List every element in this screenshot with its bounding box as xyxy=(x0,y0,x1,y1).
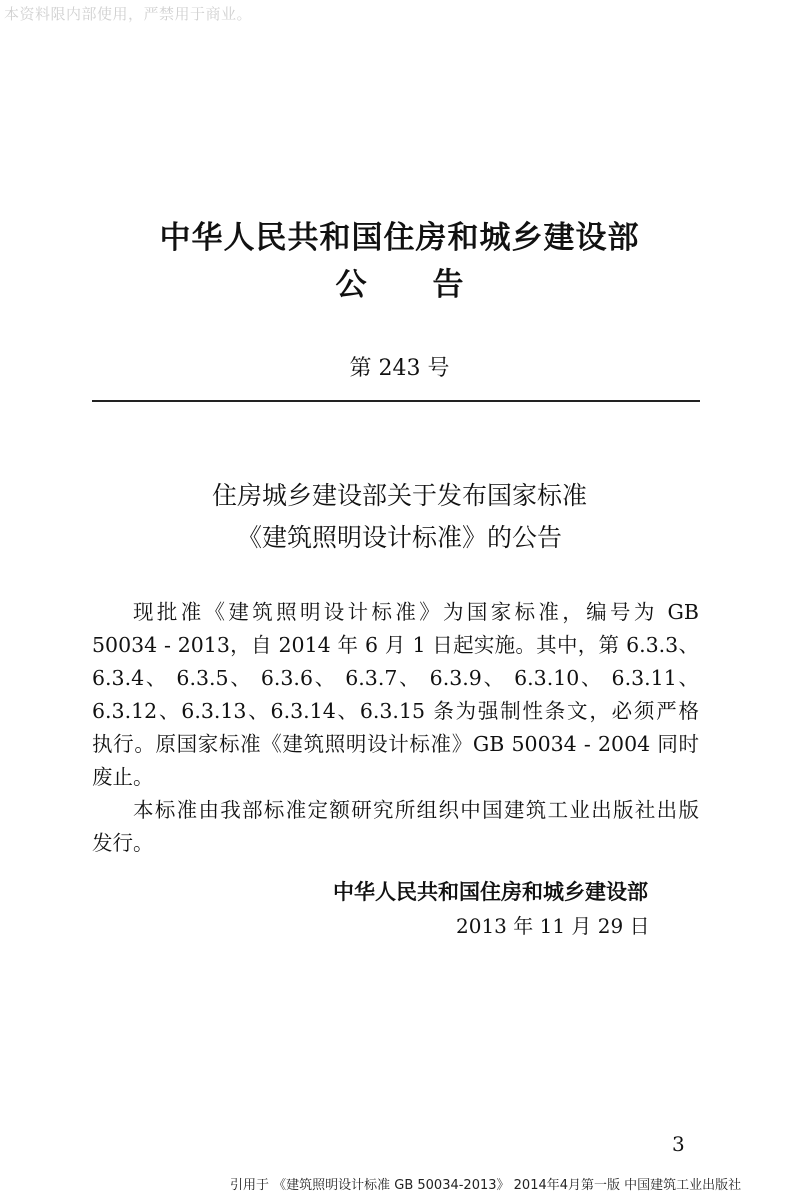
document-title-line-1: 住房城乡建设部关于发布国家标准 xyxy=(211,481,587,510)
body-line: 现批准《建筑照明设计标准》为国家标准，编号为 GB xyxy=(133,600,699,624)
document-title-line-2: 《建筑照明设计标准》的公告 xyxy=(236,523,562,552)
issuer-title: 中华人民共和国住房和城乡建设部 xyxy=(159,220,640,256)
notice-label: 公告 xyxy=(335,267,530,303)
body-line: 50034 - 2013，自 2014 年 6 月 1 日起实施。其中，第 6.3.3、 xyxy=(92,633,699,657)
page-number: 3 xyxy=(672,1132,685,1156)
body-line: 发行。 xyxy=(92,831,154,855)
body-line: 6.3.4、 6.3.5、 6.3.6、 6.3.7、 6.3.9、 6.3.10、 6.3.11、 xyxy=(92,666,699,690)
watermark-text: 本资料限内部使用，严禁用于商业。 xyxy=(4,5,253,23)
signature-date: 2013 年 11 月 29 日 xyxy=(456,914,650,938)
citation-footer: 引用于 《建筑照明设计标准 GB 50034-2013》 2014年4月第一版 中国建筑工业出版社 xyxy=(230,1178,742,1193)
body-line: 6.3.12、6.3.13、6.3.14、6.3.15 条为强制性条文，必须严格 xyxy=(92,699,699,723)
body-line: 废止。 xyxy=(92,765,154,789)
body-line: 执行。原国家标准《建筑照明设计标准》GB 50034 - 2004 同时 xyxy=(92,732,699,756)
notice-number: 第 243 号 xyxy=(349,356,450,381)
horizontal-divider xyxy=(92,400,700,402)
body-line: 本标准由我部标准定额研究所组织中国建筑工业出版社出版 xyxy=(133,798,699,822)
signature-issuer: 中华人民共和国住房和城乡建设部 xyxy=(333,880,648,904)
